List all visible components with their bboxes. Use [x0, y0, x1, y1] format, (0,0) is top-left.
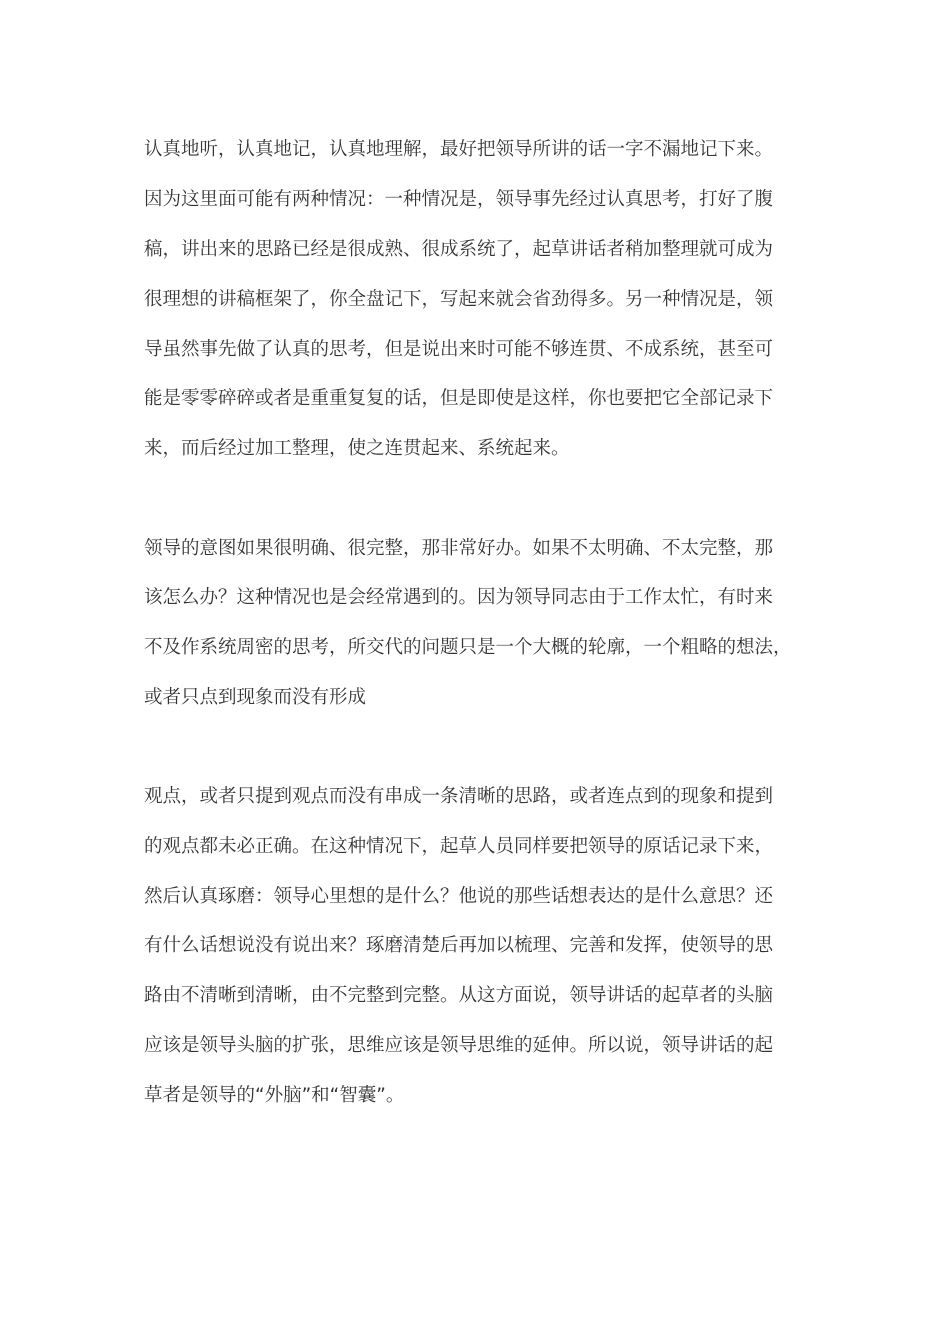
text-line: 稿，讲出来的思路已经是很成熟、很成系统了，起草讲话者稍加整理就可成为	[144, 239, 774, 260]
text-line: 该怎么办？这种情况也是会经常遇到的。因为领导同志由于工作太忙，有时来	[144, 587, 774, 608]
text-line: 应该是领导头脑的扩张，思维应该是领导思维的延伸。所以说，领导讲话的起	[144, 1035, 774, 1056]
text-line: 观点，或者只提到观点而没有串成一条清晰的思路，或者连点到的现象和提到	[144, 786, 774, 807]
text-line: 很理想的讲稿框架了，你全盘记下，写起来就会省劲得多。另一种情况是，领	[144, 289, 774, 310]
text-line: 有什么话想说没有说出来？琢磨清楚后再加以梳理、完善和发挥，使领导的思	[144, 935, 774, 956]
text-line: 不及作系统周密的思考，所交代的问题只是一个大概的轮廓，一个粗略的想法，	[144, 637, 792, 658]
text-line: 认真地听，认真地记，认真地理解，最好把领导所讲的话一字不漏地记下来。	[144, 139, 774, 160]
text-line: 领导的意图如果很明确、很完整，那非常好办。如果不太明确、不太完整，那	[144, 538, 774, 559]
text-line: 路由不清晰到清晰，由不完整到完整。从这方面说，领导讲话的起草者的头脑	[144, 985, 774, 1006]
text-line: 或者只点到现象而没有形成	[144, 687, 367, 708]
text-line: 导虽然事先做了认真的思考，但是说出来时可能不够连贯、不成系统，甚至可	[144, 339, 774, 360]
text-line: 能是零零碎碎或者是重重复复的话，但是即使是这样，你也要把它全部记录下	[144, 388, 774, 409]
text-line: 因为这里面可能有两种情况：一种情况是，领导事先经过认真思考，打好了腹	[144, 189, 774, 210]
text-line: 草者是领导的“外脑”和“智囊”。	[144, 1085, 405, 1106]
text-line: 的观点都未必正确。在这种情况下，起草人员同样要把领导的原话记录下来，	[144, 836, 774, 857]
text-line: 然后认真琢磨：领导心里想的是什么？他说的那些话想表达的是什么意思？还	[144, 886, 774, 907]
text-line: 来，而后经过加工整理，使之连贯起来、系统起来。	[144, 438, 570, 459]
